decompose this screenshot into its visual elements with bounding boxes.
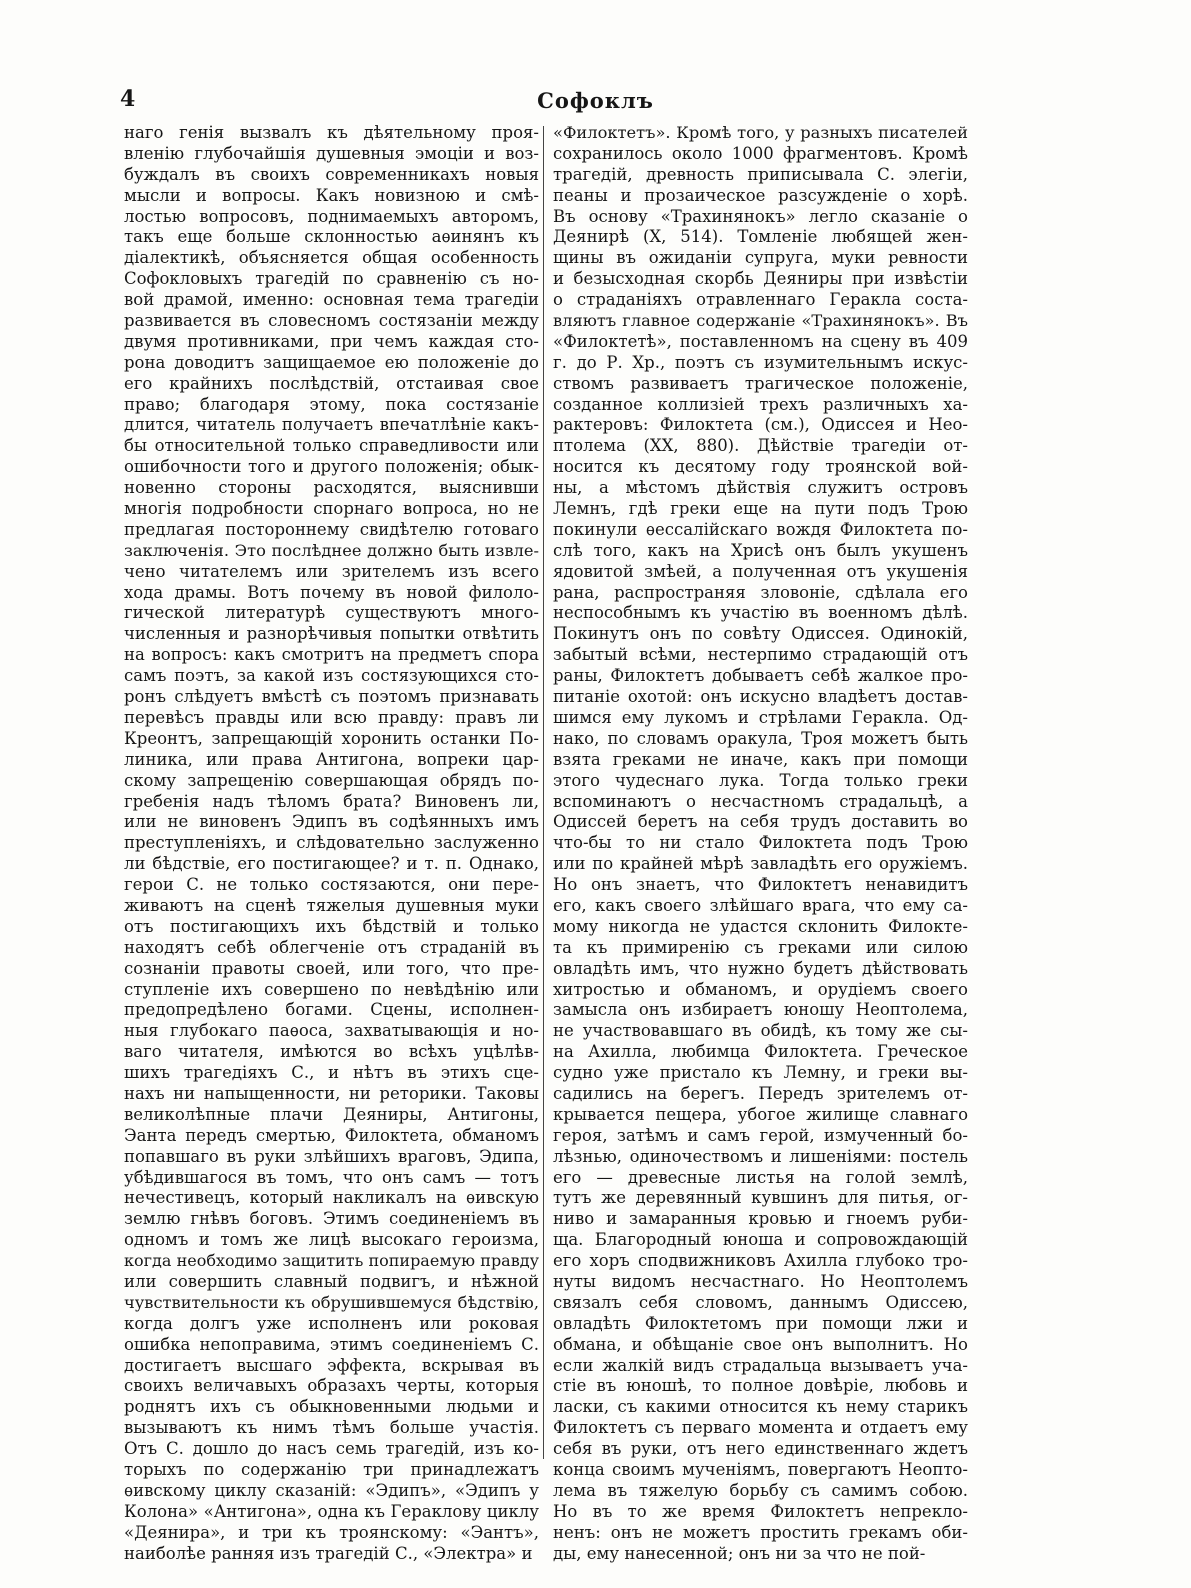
text-line: лѣзнью, одиночествомъ и лишеніями: постель xyxy=(553,1146,968,1166)
text-line: линика, или права Антигона, вопреки цар- xyxy=(124,749,539,769)
text-line: «Деянира», и три къ троянскому: «Эантъ», xyxy=(124,1522,539,1542)
text-line: скому запрещенію совершающая обрядъ по- xyxy=(124,770,539,790)
text-line: чувствительности къ обрушившемуся бѣдствію, xyxy=(124,1292,539,1312)
text-line: нако, по словамъ оракула, Троя можетъ быть xyxy=(553,728,968,748)
text-line: вляютъ главное содержаніе «Трахинянокъ». Въ xyxy=(553,311,968,331)
text-line: ща. Благородный юноша и сопровождающій xyxy=(553,1230,968,1250)
right-text-column xyxy=(553,123,968,1564)
text-line: численныя и разнорѣчивыя попытки отвѣтить xyxy=(124,624,539,644)
text-line: право; благодаря этому, пока состязаніе xyxy=(124,394,539,414)
text-line: перевѣсъ правды или всю правду: правъ ли xyxy=(124,707,539,727)
text-line: ствомъ развиваетъ трагическое положеніе, xyxy=(553,373,968,393)
text-line: вспоминаютъ о несчастномъ страдальцѣ, а xyxy=(553,791,968,811)
text-line: ядовитой змѣей, а полученная отъ укушенія xyxy=(553,561,968,581)
text-line: Въ основу «Трахинянокъ» легло сказаніе о xyxy=(553,206,968,226)
text-line: на вопросъ: какъ смотритъ на предметъ спора xyxy=(124,645,539,665)
text-line: его — древесные листья на голой землѣ, xyxy=(553,1167,968,1187)
text-line: ненъ: онъ не можетъ простить грекамъ оби- xyxy=(553,1522,968,1542)
text-line: двумя противниками, при чемъ каждая сто- xyxy=(124,331,539,351)
text-line: обмана, и обѣщаніе свое онъ выполнитъ. Но xyxy=(553,1334,968,1354)
text-line: заключенія. Это послѣднее должно быть извле- xyxy=(124,540,539,560)
text-line: ошибка непоправима, этимъ соединеніемъ С. xyxy=(124,1334,539,1354)
text-line: хитростью и обманомъ, и орудіемъ своего xyxy=(553,979,968,999)
text-line: о страданіяхъ отравленнаго Геракла соста- xyxy=(553,290,968,310)
text-line: Софокловыхъ трагедій по сравненію съ но- xyxy=(124,269,539,289)
text-line: новенно стороны расходятся, выяснивши xyxy=(124,478,539,498)
text-line: на Ахилла, любимца Филоктета. Греческое xyxy=(553,1042,968,1062)
text-line: рана, распространяя зловоніе, сдѣлала его xyxy=(553,582,968,602)
text-line: отъ постигающихъ ихъ бѣдствій и только xyxy=(124,916,539,936)
text-line: сохранилось около 1000 фрагментовъ. Кромѣ xyxy=(553,143,968,163)
text-line: щины въ ожиданіи супруга, муки ревности xyxy=(553,248,968,268)
left-text-column xyxy=(124,123,539,1564)
text-line: когда необходимо защитить попираемую правду xyxy=(124,1251,539,1271)
text-line: питаніе охотой: онъ искусно владѣетъ достав- xyxy=(553,687,968,707)
text-line: пеаны и прозаическое разсужденіе о хорѣ. xyxy=(553,185,968,205)
text-line: Деянирѣ (X, 514). Томленіе любящей жен- xyxy=(553,227,968,247)
text-line: «Филоктетѣ», поставленномъ на сцену въ 409 xyxy=(553,331,968,351)
text-line: ды, ему нанесенной; онъ ни за что не пой- xyxy=(553,1543,926,1563)
text-line: Эанта передъ смертью, Филоктета, обманомъ xyxy=(124,1125,539,1145)
text-line: Лемнъ, гдѣ греки еще на пути подъ Трою xyxy=(553,499,968,519)
text-line: Одиссей беретъ на себя трудъ доставить во xyxy=(553,812,968,832)
text-line: бы относительной только справедливости или xyxy=(124,436,539,456)
text-line: ронъ слѣдуетъ вмѣстѣ съ поэтомъ признавать xyxy=(124,687,539,707)
text-line: убѣдившагося въ томъ, что онъ самъ — тотъ xyxy=(124,1167,539,1187)
text-line: нуты видомъ несчастнаго. Но Неоптолемъ xyxy=(553,1271,968,1291)
text-line: ли бѣдствіе, его постигающее? и т. п. Однако, xyxy=(124,854,539,874)
text-line: ваго читателя, имѣются во всѣхъ уцѣлѣв- xyxy=(124,1042,539,1062)
text-line: замысла онъ избираетъ юношу Неоптолема, xyxy=(553,1000,968,1020)
text-line: героя, затѣмъ и самъ герой, измученный бо- xyxy=(553,1125,968,1145)
text-line: нахъ ни напыщенности, ни реторики. Таковы xyxy=(124,1083,539,1103)
text-line: связалъ себя словомъ, даннымъ Одиссею, xyxy=(553,1292,968,1312)
text-line: или не виновенъ Эдипъ въ содѣянныхъ имъ xyxy=(124,812,539,832)
text-line: длится, читатель получаетъ впечатлѣніе какъ- xyxy=(124,415,539,435)
text-line: Отъ С. дошло до насъ семь трагедій, изъ ко- xyxy=(124,1439,539,1459)
text-line: сознаніи правоты своей, или того, что пре- xyxy=(124,958,539,978)
text-line: гической литературѣ существуютъ много- xyxy=(124,603,539,623)
text-line: вызываютъ къ нимъ тѣмъ больше участія. xyxy=(124,1418,539,1438)
text-line: вой драмой, именно: основная тема трагедіи xyxy=(124,290,539,310)
text-line: лема въ тяжелую борьбу съ самимъ собою. xyxy=(553,1480,968,1500)
text-line: развивается въ словесномъ состязаніи между xyxy=(124,311,539,331)
text-line: достигаетъ высшаго эффекта, вскрывая въ xyxy=(124,1355,539,1375)
text-line: хода драмы. Вотъ почему въ новой филоло- xyxy=(124,582,539,602)
text-line: Но въ то же время Филоктетъ непрекло- xyxy=(553,1501,968,1521)
text-line: не участвовавшаго въ обидѣ, къ тому же сы- xyxy=(553,1021,968,1041)
text-line: торыхъ по содержанію три принадлежатъ xyxy=(124,1460,539,1479)
text-line: взята греками не иначе, какъ при помощи xyxy=(553,749,968,769)
text-line: Колона» «Антигона», одна къ Гераклову циклу xyxy=(124,1501,539,1521)
text-line: г. до Р. Хр., поэтъ съ изумительнымъ искус- xyxy=(553,352,968,372)
text-line: діалектикѣ, объясняется общая особенность xyxy=(124,248,539,268)
text-line: или совершить славный подвигъ, и нѣжной xyxy=(124,1271,539,1291)
text-line: Покинутъ онъ по совѣту Одиссея. Одинокій, xyxy=(553,624,968,644)
text-line: преступленіяхъ, и слѣдовательно заслуженно xyxy=(124,833,539,853)
text-line: или по крайней мѣрѣ завладѣть его оружіемъ. xyxy=(553,854,968,874)
text-line: если жалкій видъ страдальца вызываетъ уча- xyxy=(553,1355,968,1375)
text-line: когда долгъ уже исполненъ или роковая xyxy=(124,1313,539,1333)
text-line: судно уже пристало къ Лемну, и греки вы- xyxy=(553,1063,968,1083)
page-number: 4 xyxy=(120,86,136,112)
column-divider xyxy=(543,126,544,1459)
text-line: трагедій, древность приписывала С. элегіи, xyxy=(553,164,968,184)
text-line: ласки, съ какими относится къ нему старикъ xyxy=(553,1397,968,1417)
text-line: ниво и замаранныя кровью и гноемъ руби- xyxy=(553,1209,968,1229)
text-line: его хоръ сподвижниковъ Ахилла глубоко тро- xyxy=(553,1251,968,1271)
text-line: «Филоктетъ». Кромѣ того, у разныхъ писателей xyxy=(553,123,968,142)
text-line: роднятъ ихъ съ обыкновенными людьми и xyxy=(124,1397,539,1417)
text-line: крывается пещера, убогое жилище славнаго xyxy=(553,1104,968,1124)
text-line: предопредѣлено богами. Сцены, исполнен- xyxy=(124,1000,539,1020)
text-line: вленію глубочайшія душевныя эмоціи и воз- xyxy=(124,143,539,163)
text-line: овладѣть Филоктетомъ при помощи лжи и xyxy=(553,1313,968,1333)
text-line: его, какъ своего злѣйшаго врага, что ему са- xyxy=(553,895,968,915)
text-line: овладѣть имъ, что нужно будетъ дѣйствовать xyxy=(553,958,968,978)
text-line: его крайнихъ послѣдствій, отстаивая свое xyxy=(124,373,539,393)
text-line: Креонтъ, запрещающій хоронить останки По- xyxy=(124,728,539,748)
text-line: носится къ десятому году троянской вой- xyxy=(553,457,968,477)
text-line: наиболѣе ранняя изъ трагедій С., «Электра» и xyxy=(124,1543,533,1563)
text-line: великолѣпные плачи Деяниры, Антигоны, xyxy=(124,1104,539,1124)
text-line: шихъ трагедіяхъ С., и нѣтъ въ этихъ сце- xyxy=(124,1063,539,1083)
text-line: Филоктетъ съ перваго момента и отдаетъ ему xyxy=(553,1418,968,1438)
text-line: стіе въ юношѣ, то полное довѣріе, любовь и xyxy=(553,1376,968,1396)
text-line: рона доводитъ защищаемое ею положеніе до xyxy=(124,352,539,372)
text-line: слѣ того, какъ на Хрисѣ онъ былъ укушенъ xyxy=(553,540,968,560)
text-line: ошибочности того и другого положенія; обык- xyxy=(124,457,539,477)
text-line: буждалъ въ своихъ современникахъ новыя xyxy=(124,164,539,184)
text-line: лостью вопросовъ, поднимаемыхъ авторомъ, xyxy=(124,206,539,226)
text-line: гребенія надъ тѣломъ брата? Виновенъ ли, xyxy=(124,791,539,811)
text-line: герои С. не только состязаются, они пере- xyxy=(124,875,539,895)
text-line: раны, Филоктетъ добываетъ себѣ жалкое про- xyxy=(553,666,968,686)
text-line: чено читателемъ или зрителемъ изъ всего xyxy=(124,561,539,581)
text-line: мому никогда не удастся склонить Филоктe- xyxy=(553,916,968,936)
text-line: самъ поэтъ, за какой изъ состязующихся сто- xyxy=(124,666,539,686)
text-line: Но онъ знаетъ, что Филоктетъ ненавидитъ xyxy=(553,875,968,895)
text-line: своихъ величавыхъ образахъ черты, которыя xyxy=(124,1376,539,1396)
text-line: рактеровъ: Филоктета (см.), Одиссея и Нео- xyxy=(553,415,968,435)
text-line: такъ еще больше склонностью аѳинянъ къ xyxy=(124,227,539,247)
text-line: ныя глубокаго паѳоса, захватывающія и но- xyxy=(124,1021,539,1041)
text-line: землю гнѣвъ боговъ. Этимъ соединеніемъ въ xyxy=(124,1209,539,1229)
text-line: созданное коллизіей трехъ различныхъ ха- xyxy=(553,394,968,414)
text-line: этого чудеснаго лука. Тогда только греки xyxy=(553,770,968,790)
text-line: предлагая постороннему свидѣтелю готоваго xyxy=(124,519,539,539)
text-line: тутъ же деревянный кувшинъ для питья, ог- xyxy=(553,1188,968,1208)
text-line: многія подробности спорнаго вопроса, но не xyxy=(124,499,539,519)
text-line: ны, а мѣстомъ дѣйствія служитъ островъ xyxy=(553,478,968,498)
text-line: нечестивецъ, который накликалъ на ѳивскую xyxy=(124,1188,539,1208)
text-line: шимся ему лукомъ и стрѣлами Геракла. Од- xyxy=(553,707,968,727)
text-line: и безысходная скорбь Деяниры при извѣстіи xyxy=(553,269,968,289)
text-line: забытый всѣми, нестерпимо страдающій отъ xyxy=(553,645,968,665)
text-line: что-бы то ни стало Филоктета подъ Трою xyxy=(553,833,968,853)
text-line: конца своимъ мученіямъ, повергаютъ Неопто- xyxy=(553,1460,968,1479)
text-line: наго генія вызвалъ къ дѣятельному проя- xyxy=(124,123,539,142)
text-line: находятъ себѣ облегченіе отъ страданій въ xyxy=(124,937,539,957)
text-line: ступленіе ихъ совершено по невѣдѣнію или xyxy=(124,979,539,999)
text-line: птолема (XX, 880). Дѣйствіе трагедіи от- xyxy=(553,436,968,456)
text-line: ѳивскому циклу сказаній: «Эдипъ», «Эдипъ у xyxy=(124,1480,539,1500)
text-line: та къ примиренію съ греками или силою xyxy=(553,937,968,957)
text-line: попавшаго въ руки злѣйшихъ враговъ, Эдипа, xyxy=(124,1146,539,1166)
text-line: себя въ руки, отъ него единственнаго ждетъ xyxy=(553,1439,968,1459)
text-line: одномъ и томъ же лицѣ высокаго героизма, xyxy=(124,1230,539,1250)
text-line: неспособнымъ къ участію въ военномъ дѣлѣ. xyxy=(553,603,968,623)
text-line: живаютъ на сценѣ тяжелыя душевныя муки xyxy=(124,895,539,915)
text-line: мысли и вопросы. Какъ новизною и смѣ- xyxy=(124,185,539,205)
running-title: Софоклъ xyxy=(537,88,654,113)
text-line: садились на берегъ. Передъ зрителемъ от- xyxy=(553,1083,968,1103)
text-line: покинули ѳессалійскаго вождя Филоктета по- xyxy=(553,519,968,539)
